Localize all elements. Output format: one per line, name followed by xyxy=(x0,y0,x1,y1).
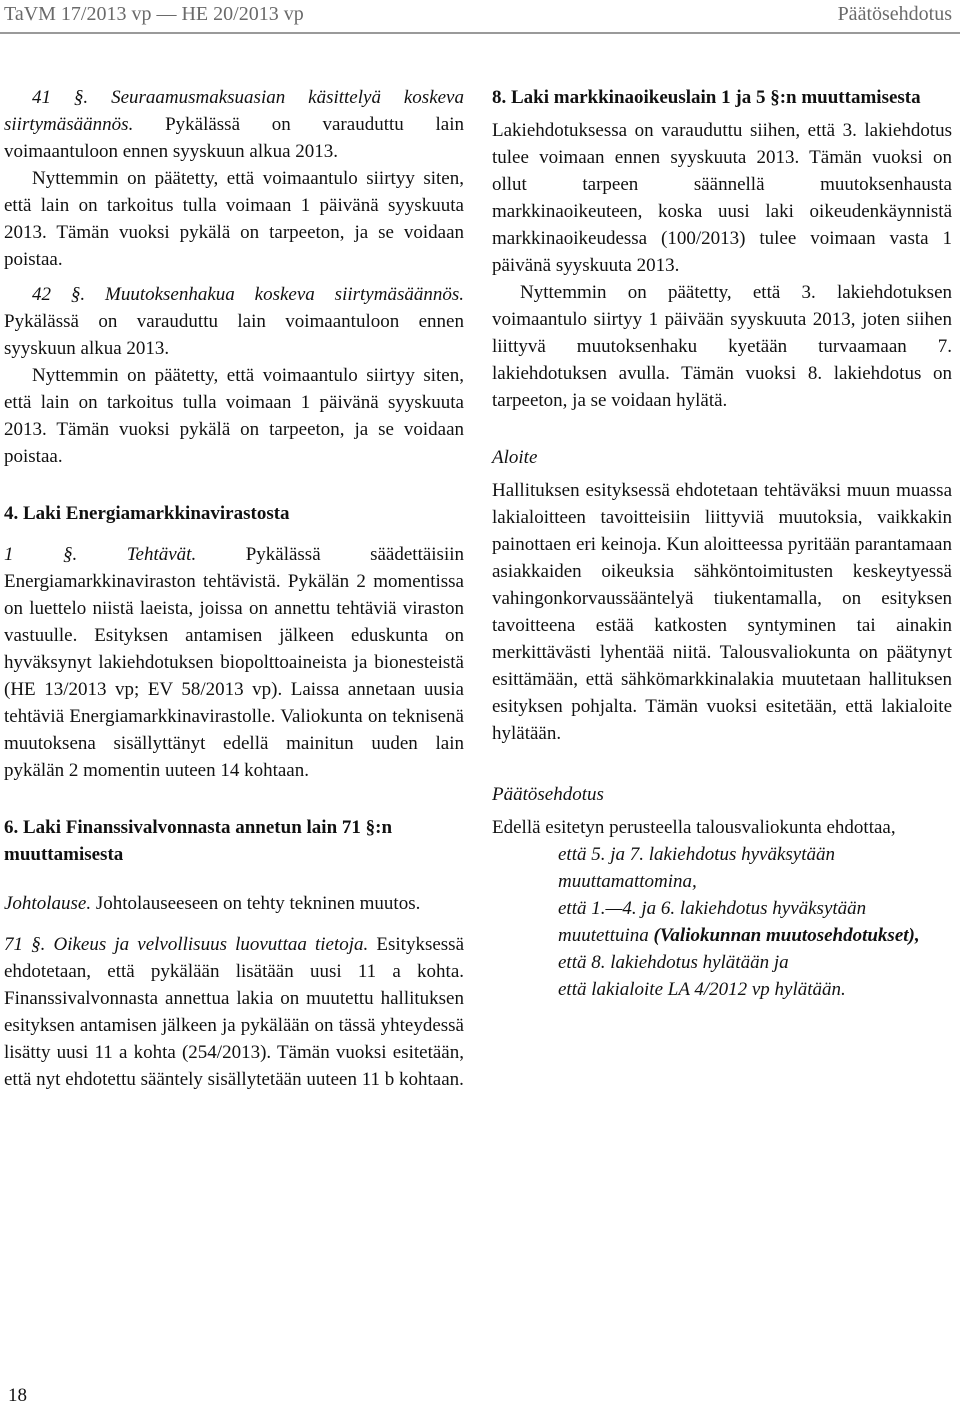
section-41-paragraph-2: Nyttemmin on päätetty, että voimaantulo siirtyy siten, että lain on tarkoitus tulla voimaan 1 päivänä syyskuuta 2013. Tämän vuoksi pykälä on tarpeeton, ja se voidaan poistaa. xyxy=(4,168,464,270)
running-header-left: TaVM 17/2013 vp — HE 20/2013 vp xyxy=(4,3,304,25)
section-41-title: 41 §. Seuraamusmaksuasian käsittelyä koskeva siirtymäsäännös. xyxy=(4,87,464,135)
johtolause-paragraph xyxy=(4,890,464,917)
header-rule xyxy=(0,32,960,34)
section-42-text: Pykälässä on varauduttu lain voimaantuloon ennen syyskuun alkua 2013. xyxy=(4,311,464,359)
paatosehdotus-paragraph: Edellä esitetyn perusteella talousvaliokunta ehdottaa, xyxy=(492,817,896,838)
section-42-paragraph xyxy=(4,281,464,362)
section-1-text: Pykälässä säädettäisiin Energiamarkkinaviraston tehtävistä. Pykälän 2 momentissa on luettelo niistä laeista, joissa on annettu tehtäviä viraston vastuulle. Esityksen antamisen jälkeen eduskunta on hyväksynyt lakiehdotuksen biopolttoaineista ja bionesteistä (HE 13/2013 vp; EV 58/2013 vp). Laissa annetaan uusia tehtäviä Energiamarkkinavirastolle. Valiokunta on teknisenä muutoksena sisällyttänyt edellä mainitun uuden lain pykälän 2 momentin uuteen 14 kohtaan. xyxy=(4,544,465,781)
left-column xyxy=(4,84,464,1093)
decision-item-2-text: että 1.—4. ja 6. lakiehdotus hyväksytään muutettuina xyxy=(558,898,867,946)
section-41-paragraph xyxy=(4,84,464,165)
law-8-paragraph-2: Nyttemmin on päätetty, että 3. lakiehdotuksen voimaantulo siirtyy 1 päivään syyskuuta 2013, joten siihen liittyvä muutoksenhaku kyetään turvaamaan 7. lakiehdotuksen avulla. Tämän vuoksi 8. lakiehdotus on tarpeeton, ja se voidaan hylätä. xyxy=(492,282,952,411)
decision-item-2-emphasis: (Valiokunnan muutosehdotukset), xyxy=(653,925,920,946)
paatosehdotus-heading: Päätösehdotus xyxy=(492,784,604,805)
decision-item-1: että 5. ja 7. lakiehdotus hyväksytään muuttamattomina, xyxy=(558,844,836,892)
section-41-text: Pykälässä on varauduttu lain voimaantuloon ennen syyskuun alkua 2013. xyxy=(4,114,464,162)
section-1-title: 1 §. Tehtävät. xyxy=(4,544,197,565)
decision-item-4: että lakialoite LA 4/2012 vp hylätään. xyxy=(558,979,846,1000)
johtolause-title: Johtolause. xyxy=(4,893,92,914)
aloite-paragraph: Hallituksen esityksessä ehdotetaan tehtäväksi muun muassa lakialoitteen tavoitteisiin liittyviä muutoksia, vaikkakin painottaen eri keinoja. Kun aloitteessa pyritään parantamaan asiakkaiden oikeuksia sähköntoimitusten keskeytyessä vahingonkorvaussääntelyä tiukentamalla, on esityksen tavoitteena estää katkosten syntyminen tai ainakin merkittävästi lyhentää niitä. Talousvaliokunta on päätynyt esittämään, että sähkömarkkinalakia muutetaan hallituksen esityksen pohjalta. Tämän vuoksi esitetään, että lakialoite hylätään. xyxy=(492,480,952,744)
heading-law-6: 6. Laki Finanssivalvonnasta annetun lain 71 §:n muuttamisesta xyxy=(4,817,393,865)
running-header-right: Päätösehdotus xyxy=(837,3,952,25)
aloite-heading: Aloite xyxy=(492,447,538,468)
section-71-text: Esityksessä ehdotetaan, että pykälään lisätään uusi 11 a kohta. Finanssivalvonnasta annettua lakia on muutettu hallituksen esityksen antamisen jälkeen ja pykälään on tässä yhteydessä lisätty uusi 11 a kohta (254/2013). Tämän vuoksi esitetään, että nyt ehdotettu sääntely sisällytetään uuteen 11 b kohtaan. xyxy=(4,934,465,1090)
section-71-title: 71 §. Oikeus ja velvollisuus luovuttaa tietoja. xyxy=(4,934,369,955)
page-number: 18 xyxy=(8,1385,27,1406)
section-42-paragraph-2: Nyttemmin on päätetty, että voimaantulo siirtyy siten, että lain on tarkoitus tulla voimaan 1 päivänä syyskuuta 2013. Tämän vuoksi pykälä on tarpeeton, ja se voidaan poistaa. xyxy=(4,365,464,467)
right-column xyxy=(492,84,952,1003)
decision-item-2 xyxy=(558,895,952,949)
decision-item-3: että 8. lakiehdotus hylätään ja xyxy=(558,952,789,973)
johtolause-text: Johtolauseeseen on tehty tekninen muutos. xyxy=(95,893,421,914)
section-1-paragraph xyxy=(4,541,464,784)
heading-law-8: 8. Laki markkinaoikeuslain 1 ja 5 §:n muuttamisesta xyxy=(492,87,921,108)
law-8-paragraph: Lakiehdotuksessa on varauduttu siihen, että 3. lakiehdotus tulee voimaan ennen syyskuuta 2013. Tämän vuoksi on ollut tarpeen säännellä muutoksenhausta markkinaoikeuteen, koska uusi laki oikeudenkäynnistä markkinaoikeudessa (100/2013) tulee voimaan vasta 1 päivänä syyskuuta 2013. xyxy=(492,120,952,276)
section-71-paragraph xyxy=(4,931,464,1093)
heading-law-4: 4. Laki Energiamarkkinavirastosta xyxy=(4,503,290,524)
section-42-title: 42 §. Muutoksenhakua koskeva siirtymäsäännös. xyxy=(32,284,464,305)
